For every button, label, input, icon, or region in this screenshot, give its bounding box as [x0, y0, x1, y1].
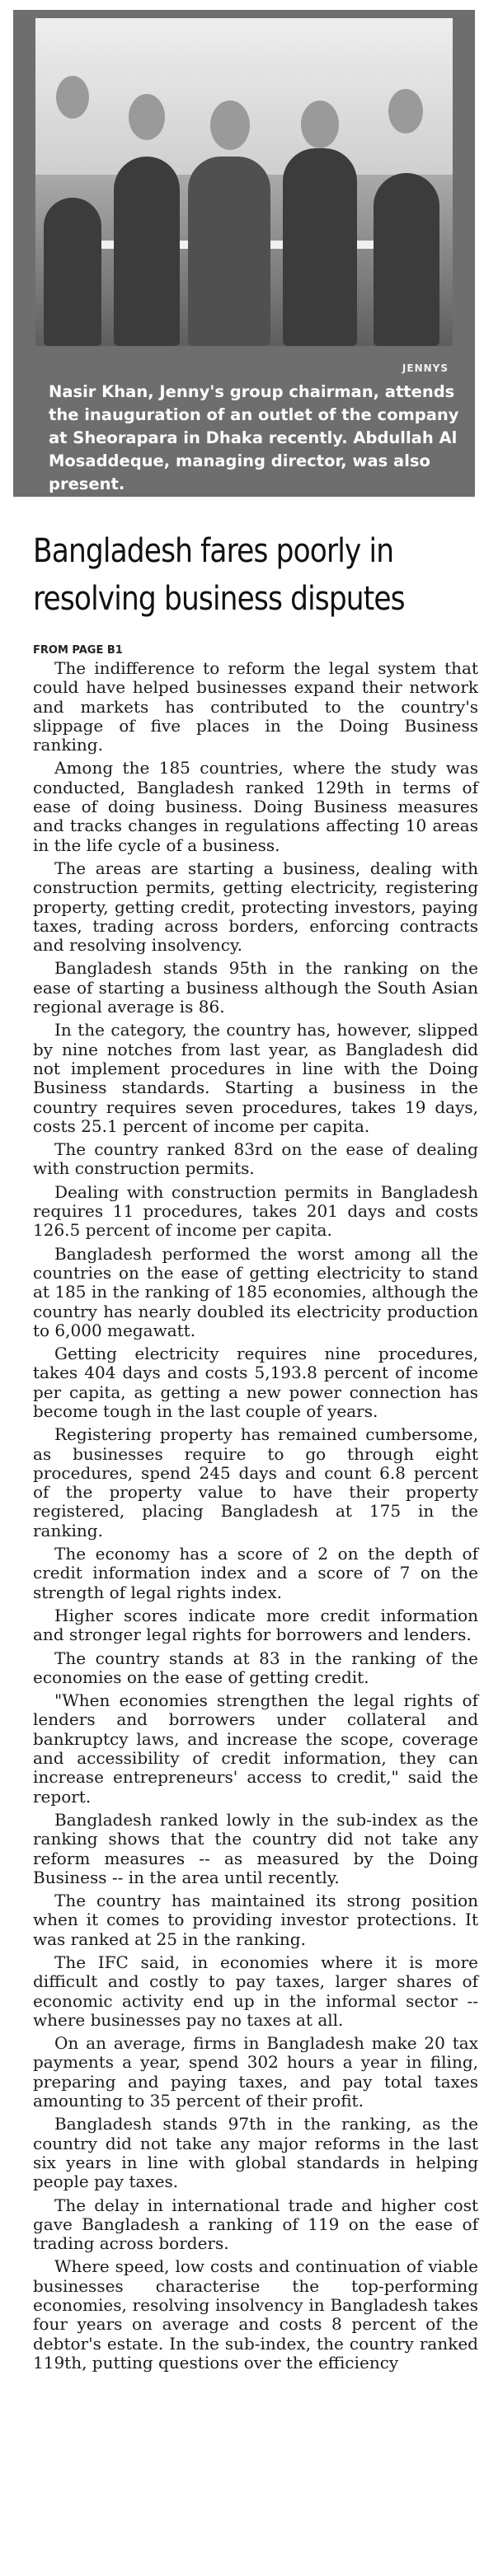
article-paragraph: Bangladesh ranked lowly in the sub-index as the ranking shows that the country did not take any reform measures -- as measured by the Doing Business -- in the area until recently.: [33, 1809, 478, 1887]
article-paragraph: Dealing with construction permits in Bangladesh requires 11 procedures, takes 201 days and costs 126.5 percent of income per capita.: [33, 1181, 478, 1241]
article-paragraph: In the category, the country has, however, slipped by nine notches from last year, as Bangladesh did not implement procedures in line with the Doing Business standards. Starting a business in the country requires seven procedures, takes 19 days, costs 25.1 percent of income per capita.: [33, 1020, 478, 1136]
article-body: [33, 659, 478, 2377]
news-photo: [35, 18, 453, 346]
article-paragraph: The country stands at 83 in the ranking of the economies on the ease of getting credit.: [33, 1648, 478, 1687]
article-paragraph: "When economies strengthen the legal rights of lenders and borrowers under collateral and bankruptcy laws, and increase the scope, coverage and accessibility of credit information, they can increase entrepreneurs' access to credit," said the report.: [33, 1690, 478, 1807]
article-paragraph: The areas are starting a business, dealing with construction permits, getting electricity, registering property, getting credit, protecting investors, paying taxes, trading across borders, enforcing contracts and resolving insolvency.: [33, 858, 478, 956]
article-paragraph: Bangladesh stands 97th in the ranking, as the country did not take any major reforms in the last six years in line with global standards in helping people pay taxes.: [33, 2114, 478, 2192]
article-paragraph: Bangladesh stands 95th in the ranking on the ease of starting a business although the South Asian regional average is 86.: [33, 958, 478, 1017]
article-paragraph: Among the 185 countries, where the study was conducted, Bangladesh ranked 129th in terms of ease of doing business. Doing Business measures and tracks changes in regulations affecting 10 areas in the life cycle of a business.: [33, 758, 478, 855]
article-paragraph: Bangladesh performed the worst among all the countries on the ease of getting electricity to stand at 185 in the ranking of 185 economies, although the country has nearly doubled its electricity production to 6,000 megawatt.: [33, 1243, 478, 1340]
article-paragraph: The indifference to reform the legal system that could have helped businesses expand their network and markets has contributed to the country's slippage of five places in the Doing Business ranking.: [33, 658, 478, 755]
from-page-label: FROM PAGE B1: [33, 644, 123, 657]
article-paragraph: Registering property has remained cumbersome, as businesses require to go through eight procedures, spend 245 days and count 6.8 percent of the property value to have their property registered, placing Bangladesh at 175 in the ranking.: [33, 1424, 478, 1540]
photo-caption-box: [13, 10, 475, 497]
article-paragraph: The IFC said, in economies where it is more difficult and costly to pay taxes, larger shares of economic activity end up in the informal sector -- where businesses pay no taxes at all.: [33, 1952, 478, 2030]
article-paragraph: The economy has a score of 2 on the depth of credit information index and a score of 7 on the strength of legal rights index.: [33, 1544, 478, 1602]
article-paragraph: Higher scores indicate more credit information and stronger legal rights for borrowers and lenders.: [33, 1605, 478, 1645]
article-paragraph: On an average, firms in Bangladesh make 20 tax payments a year, spend 302 hours a year in filing, preparing and paying taxes, and pay total taxes amounting to 35 percent of their profit.: [33, 2033, 478, 2111]
photo-caption: Nasir Khan, Jenny's group chairman, attends the inauguration of an outlet of the company at Sheorapara in Dhaka recently. Abdullah Al Mosaddeque, managing director, was also present.: [49, 382, 459, 493]
article-headline: Bangladesh fares poorly in resolving business disputes: [33, 532, 405, 618]
photo-credit: JENNYS: [402, 362, 449, 374]
article-paragraph: Getting electricity requires nine procedures, takes 404 days and costs 5,193.8 percent of income per capita, as getting a new power connection has become tough in the last couple of years.: [33, 1344, 478, 1421]
article-paragraph: Where speed, low costs and continuation of viable businesses characterise the top-performing economies, resolving insolvency in Bangladesh takes four years on average and costs 8 percent of the debtor's estate. In the sub-index, the country ranked 119th, putting questions over the efficiency: [33, 2256, 478, 2373]
article-paragraph: The country ranked 83rd on the ease of dealing with construction permits.: [33, 1139, 478, 1179]
article-paragraph: The delay in international trade and higher cost gave Bangladesh a ranking of 119 on the ease of trading across borders.: [33, 2195, 478, 2254]
article-paragraph: The country has maintained its strong position when it comes to providing investor protections. It was ranked at 25 in the ranking.: [33, 1891, 478, 1949]
